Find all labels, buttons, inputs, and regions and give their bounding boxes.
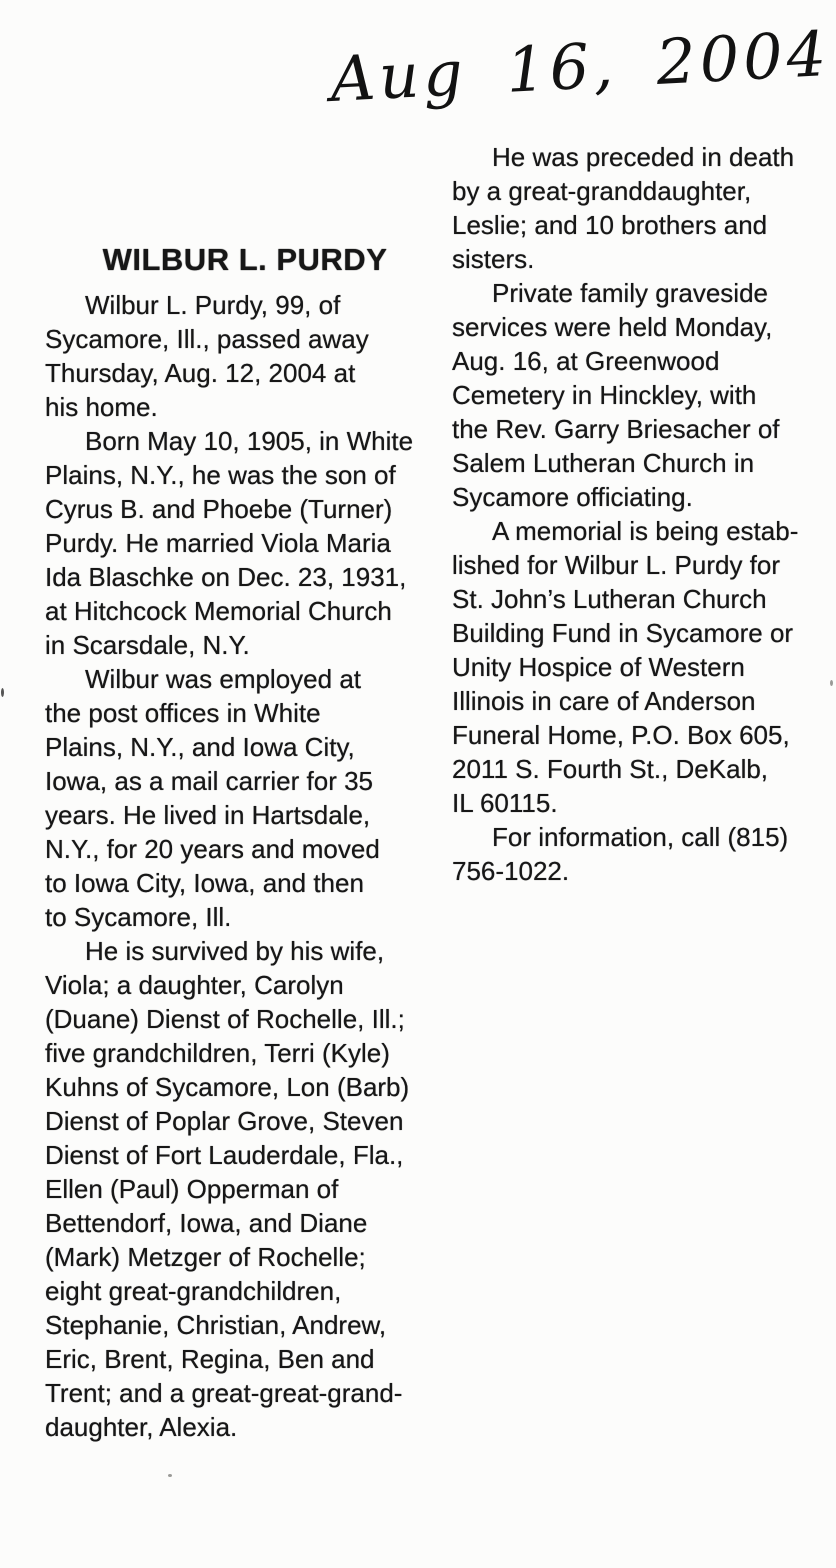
text-line: Dienst of Fort Lauderdale, Fla., [45, 1140, 404, 1170]
text-line: Wilbur was employed at [85, 664, 361, 694]
text-line: He is survived by his wife, [85, 936, 385, 966]
text-line: Plains, N.Y., he was the son of [45, 460, 396, 490]
text-line: lished for Wilbur L. Purdy for [452, 550, 781, 580]
text-line: Sycamore officiating. [452, 482, 693, 512]
text-line: five grandchildren, Terri (Kyle) [45, 1038, 390, 1068]
text-line: Plains, N.Y., and Iowa City, [45, 732, 355, 762]
text-line: Leslie; and 10 brothers and [452, 210, 768, 240]
paragraph [452, 514, 836, 820]
paragraph [452, 820, 836, 888]
text-line: at Hitchcock Memorial Church [45, 596, 392, 626]
text-line: Building Fund in Sycamore or [452, 618, 794, 648]
text-line: (Duane) Dienst of Rochelle, Ill.; [45, 1004, 405, 1034]
text-line: Sycamore, Ill., passed away [45, 324, 369, 354]
paragraph [45, 424, 445, 662]
text-line: Born May 10, 1905, in White [85, 426, 414, 456]
text-line: Funeral Home, P.O. Box 605, [452, 720, 790, 750]
text-line: years. He lived in Hartsdale, [45, 800, 371, 830]
right-column-body [452, 140, 836, 888]
text-line: Thursday, Aug. 12, 2004 at [45, 358, 356, 388]
text-line: Stephanie, Christian, Andrew, [45, 1310, 387, 1340]
text-line: eight great-grandchildren, [45, 1276, 342, 1306]
text-line: Purdy. He married Viola Maria [45, 528, 391, 558]
paragraph [452, 140, 836, 276]
text-line: A memorial is being estab- [492, 516, 799, 546]
text-line: N.Y., for 20 years and moved [45, 834, 380, 864]
text-line: IL 60115. [452, 788, 558, 818]
text-line: Bettendorf, Iowa, and Diane [45, 1208, 368, 1238]
text-line: Wilbur L. Purdy, 99, of [85, 290, 341, 320]
text-line: to Iowa City, Iowa, and then [45, 868, 364, 898]
text-line: Kuhns of Sycamore, Lon (Barb) [45, 1072, 410, 1102]
text-line: (Mark) Metzger of Rochelle; [45, 1242, 366, 1272]
scan-speck [830, 680, 833, 686]
text-line: Trent; and a great-great-grand- [45, 1378, 403, 1408]
text-line: daughter, Alexia. [45, 1412, 238, 1442]
paragraph [45, 662, 445, 934]
text-line: the post offices in White [45, 698, 321, 728]
text-line: St. John’s Lutheran Church [452, 584, 767, 614]
text-line: services were held Monday, [452, 312, 773, 342]
left-column-body [45, 288, 445, 1444]
text-line: Eric, Brent, Regina, Ben and [45, 1344, 375, 1374]
text-line: by a great-granddaughter, [452, 176, 752, 206]
paragraph [45, 934, 445, 1444]
text-line: sisters. [452, 244, 535, 274]
scan-speck [1, 688, 4, 697]
text-line: Cyrus B. and Phoebe (Turner) [45, 494, 393, 524]
text-line: For information, call (815) [492, 822, 789, 852]
left-column [45, 242, 445, 1444]
text-line: Private family graveside [492, 278, 768, 308]
obituary-headline: WILBUR L. PURDY [102, 242, 388, 277]
paragraph [45, 288, 445, 424]
text-line: Viola; a daughter, Carolyn [45, 970, 344, 1000]
scan-speck [168, 1474, 172, 1477]
text-line: Unity Hospice of Western [452, 652, 745, 682]
text-line: Cemetery in Hinckley, with [452, 380, 757, 410]
text-line: Dienst of Poplar Grove, Steven [45, 1106, 404, 1136]
text-line: He was preceded in death [492, 142, 795, 172]
text-line: Ida Blaschke on Dec. 23, 1931, [45, 562, 407, 592]
text-line: Salem Lutheran Church in [452, 448, 755, 478]
handwritten-date-annotation: Aug 16, 2004 [328, 16, 832, 117]
text-line: Iowa, as a mail carrier for 35 [45, 766, 374, 796]
text-line: Ellen (Paul) Opperman of [45, 1174, 339, 1204]
text-line: his home. [45, 392, 158, 422]
text-line: to Sycamore, Ill. [45, 902, 232, 932]
paragraph [452, 276, 836, 514]
text-line: Illinois in care of Anderson [452, 686, 756, 716]
text-line: in Scarsdale, N.Y. [45, 630, 250, 660]
text-line: 756-1022. [452, 856, 570, 886]
text-line: the Rev. Garry Briesacher of [452, 414, 780, 444]
right-column [452, 140, 836, 888]
text-line: 2011 S. Fourth St., DeKalb, [452, 754, 769, 784]
text-line: Aug. 16, at Greenwood [452, 346, 720, 376]
